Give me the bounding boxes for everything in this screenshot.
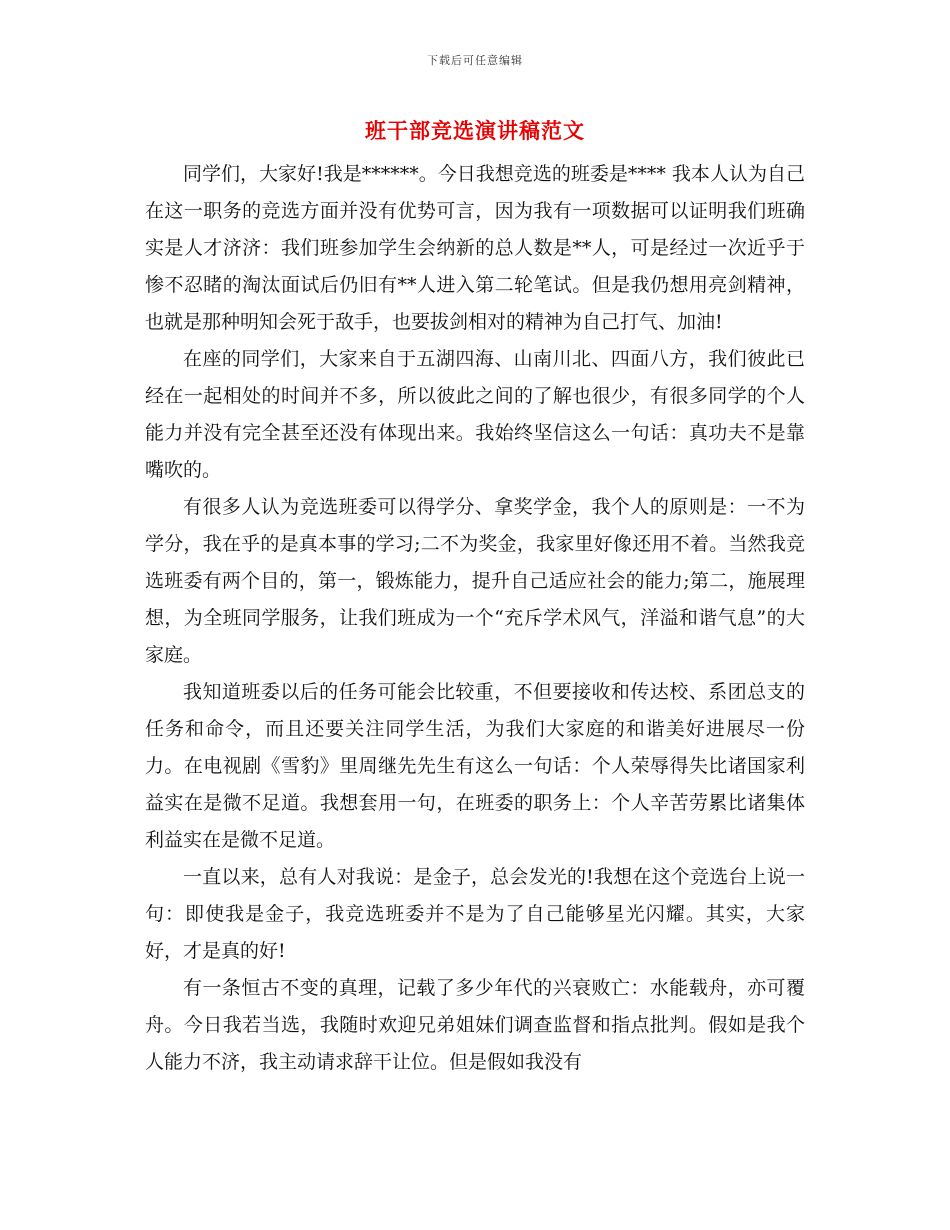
paragraph: 有很多人认为竞选班委可以得学分、拿奖学金，我个人的原则是：一不为学分，我在乎的是真本事的学习;二不为奖金，我家里好像还用不着。当然我竞选班委有两个目的，第一，锻炼能力，提升自己适应社会的能力;第二，施展理想，为全班同学服务，让我们班成为一个“充斥学术风气，洋溢和谐气息”的大家庭。	[145, 496, 805, 666]
paragraph: 在座的同学们，大家来自于五湖四海、山南川北、四面八方，我们彼此已经在一起相处的时间并不多，所以彼此之间的了解也很少，有很多同学的个人能力并没有完全甚至还没有体现出来。我始终坚信这么一句话：真功夫不是靠嘴吹的。	[145, 348, 805, 481]
paragraph: 一直以来，总有人对我说：是金子，总会发光的!我想在这个竞选台上说一句：即使我是金子，我竞选班委并不是为了自己能够星光闪耀。其实，大家好，才是真的好!	[145, 866, 805, 962]
paragraph: 有一条恒古不变的真理，记载了多少年代的兴衰败亡：水能载舟，亦可覆舟。今日我若当选，我随时欢迎兄弟姐妹们调查监督和指点批判。假如是我个人能力不济，我主动请求辞干让位。但是假如我没有	[145, 977, 805, 1073]
paragraph: 我知道班委以后的任务可能会比较重，不但要接收和传达校、系团总支的任务和命令，而且还要关注同学生活，为我们大家庭的和谐美好进展尽一份力。在电视剧《雪豹》里周继先先生有这么一句话：个人荣辱得失比诸国家利益实在是微不足道。我想套用一句，在班委的职务上：个人辛苦劳累比诸集体利益实在是微不足道。	[145, 681, 805, 851]
paragraph: 同学们，大家好!我是******。今日我想竞选的班委是**** 我本人认为自己在这一职务的竞选方面并没有优势可言，因为我有一项数据可以证明我们班确实是人才济济：我们班参加学生会纳新的总人数是**人，可是经过一次近乎于惨不忍睹的淘汰面试后仍旧有**人进入第二轮笔试。但是我仍想用亮剑精神，也就是那种明知会死于敌手，也要拔剑相对的精神为自己打气、加油!	[145, 163, 805, 333]
header-note: 下载后可任意编辑	[427, 54, 523, 67]
document-title: 班干部竞选演讲稿范文	[365, 119, 585, 143]
document-body	[145, 156, 805, 1081]
